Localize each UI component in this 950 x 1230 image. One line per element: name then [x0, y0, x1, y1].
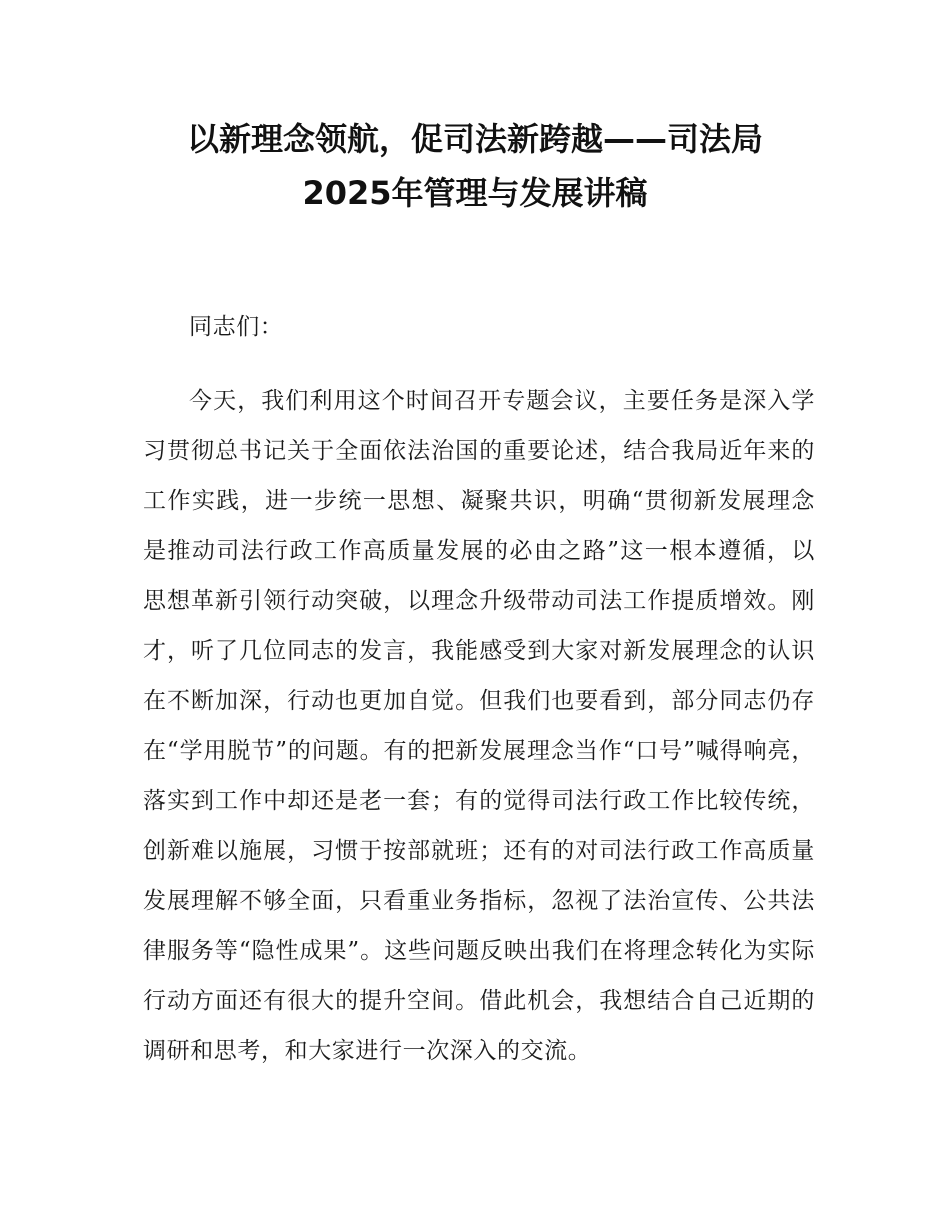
greeting: 同志们： [189, 314, 284, 340]
title-line-2: 2025年管理与发展讲稿 [302, 174, 648, 212]
document-body [143, 302, 815, 1076]
title-line-1: 以新理念领航，促司法新跨越——司法局 [186, 120, 763, 158]
paragraph-1: 今天，我们利用这个时间召开专题会议，主要任务是深入学习贯彻总书记关于全面依法治国的重要论述，结合我局近年来的工作实践，进一步统一思想、凝聚共识，明确“贯彻新发展理念是推动司法行政工作高质量发展的必由之路”这一根本遵循，以思想革新引领行动突破，以理念升级带动司法工作提质增效。刚才，听了几位同志的发言，我能感受到大家对新发展理念的认识在不断加深，行动也更加自觉。但我们也要看到，部分同志仍存在“学用脱节”的问题。有的把新发展理念当作“口号”喊得响亮，落实到工作中却还是老一套；有的觉得司法行政工作比较传统，创新难以施展，习惯于按部就班；还有的对司法行政工作高质量发展理解不够全面，只看重业务指标，忽视了法治宣传、公共法律服务等“隐性成果”。这些问题反映出我们在将理念转化为实际行动方面还有很大的提升空间。借此机会，我想结合自己近期的调研和思考，和大家进行一次深入的交流。 [143, 388, 815, 1064]
document-title [100, 112, 850, 220]
